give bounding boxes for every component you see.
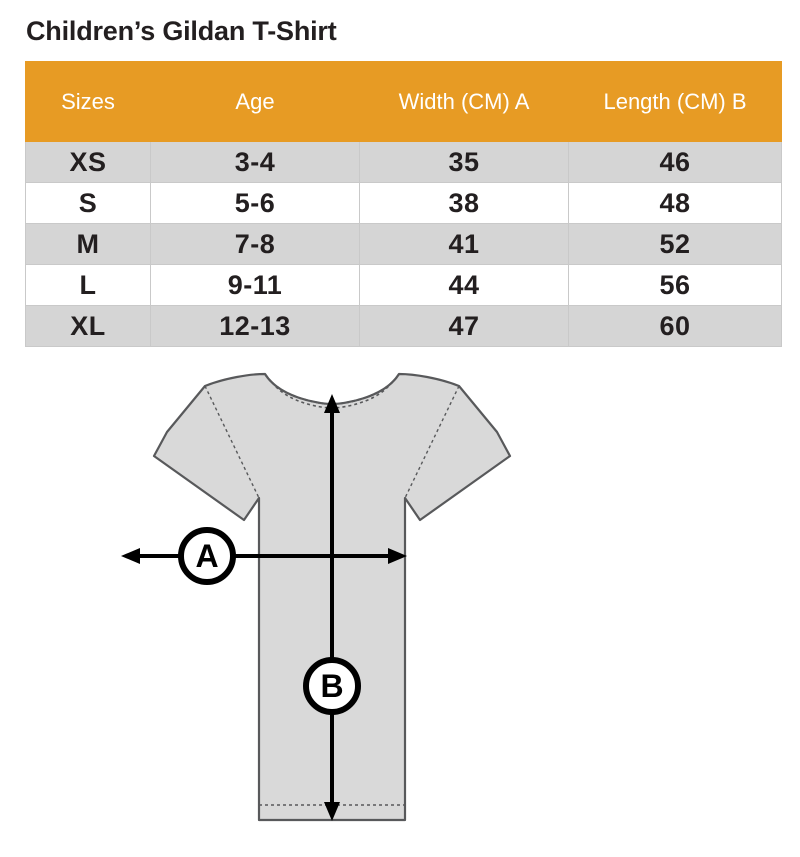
- cell-size: XL: [26, 306, 151, 347]
- cell-length: 48: [569, 183, 782, 224]
- cell-size: S: [26, 183, 151, 224]
- width-marker-a: [181, 530, 233, 582]
- column-header-length: Length (CM) B: [569, 62, 782, 142]
- cell-width: 47: [360, 306, 569, 347]
- cell-age: 9-11: [151, 265, 360, 306]
- cell-size: M: [26, 224, 151, 265]
- column-header-sizes: Sizes: [26, 62, 151, 142]
- page-title: Children’s Gildan T-Shirt: [26, 16, 337, 46]
- table-header-row: [26, 62, 782, 142]
- cell-length: 52: [569, 224, 782, 265]
- cell-age: 7-8: [151, 224, 360, 265]
- tshirt-measurement-diagram: [0, 368, 800, 857]
- width-marker-label: A: [195, 538, 219, 574]
- cell-width: 44: [360, 265, 569, 306]
- cell-length: 60: [569, 306, 782, 347]
- cell-width: 38: [360, 183, 569, 224]
- size-chart-table: [25, 61, 782, 347]
- cell-width: 41: [360, 224, 569, 265]
- cell-width: 35: [360, 142, 569, 183]
- table-row: [26, 224, 782, 265]
- length-marker-label: B: [320, 668, 344, 704]
- cell-age: 3-4: [151, 142, 360, 183]
- table-body: [26, 142, 782, 347]
- column-header-age: Age: [151, 62, 360, 142]
- table-row: [26, 183, 782, 224]
- table-row: [26, 306, 782, 347]
- length-marker-b: [306, 660, 358, 712]
- cell-age: 5-6: [151, 183, 360, 224]
- column-header-width: Width (CM) A: [360, 62, 569, 142]
- cell-age: 12-13: [151, 306, 360, 347]
- cell-length: 46: [569, 142, 782, 183]
- cell-size: XS: [26, 142, 151, 183]
- cell-length: 56: [569, 265, 782, 306]
- table-row: [26, 265, 782, 306]
- cell-size: L: [26, 265, 151, 306]
- table-row: [26, 142, 782, 183]
- table-header: [26, 62, 782, 142]
